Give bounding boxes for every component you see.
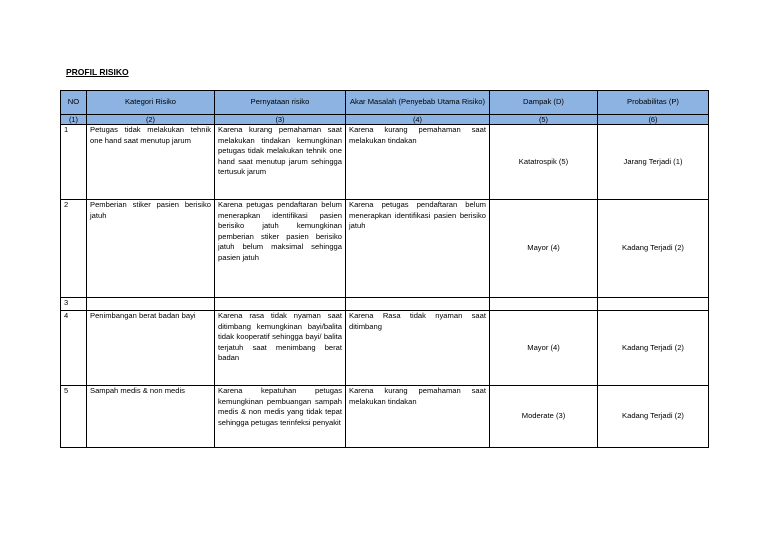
- kategori-cell: Sampah medis & non medis: [87, 386, 215, 448]
- table-row: [61, 386, 709, 448]
- dampak-cell: [490, 298, 598, 311]
- akar-masalah-cell: Karena kurang pemahaman saat melakukan tindakan: [346, 125, 490, 200]
- header-probabilitas: Probabilitas (P): [598, 91, 709, 115]
- pernyataan-cell: Karena kurang pemahaman saat melakukan tindakan kemungkinan petugas tidak melakukan tehnik one hand saat menutup jarum sehingga tertusuk jarum: [215, 125, 346, 200]
- header-no: NO: [61, 91, 87, 115]
- header-kategori: Kategori Risiko: [87, 91, 215, 115]
- column-number-row: [61, 115, 709, 125]
- dampak-cell: Mayor (4): [490, 200, 598, 298]
- risk-profile-table: [60, 90, 709, 448]
- akar-masalah-cell: Karena petugas pendaftaran belum menerapkan identifikasi pasien berisiko jatuh: [346, 200, 490, 298]
- kategori-cell: Petugas tidak melakukan tehnik one hand saat menutup jarum: [87, 125, 215, 200]
- dampak-cell: Katatrospik (5): [490, 125, 598, 200]
- akar-masalah-cell: Karena kurang pemahaman saat melakukan tindakan: [346, 386, 490, 448]
- pernyataan-cell: Karena kepatuhan petugas kemungkinan pembuangan sampah medis & non medis yang tidak tepat sehingga petugas terinfeksi penyakit: [215, 386, 346, 448]
- row-number: 2: [61, 200, 87, 298]
- header-akar-masalah: Akar Masalah (Penyebab Utama Risiko): [346, 91, 490, 115]
- col-number-3: (3): [215, 115, 346, 125]
- col-number-6: (6): [598, 115, 709, 125]
- dampak-cell: Moderate (3): [490, 386, 598, 448]
- table-row: [61, 311, 709, 386]
- header-pernyataan: Pernyataan risiko: [215, 91, 346, 115]
- pernyataan-cell: Karena petugas pendaftaran belum menerapkan identifikasi pasien berisiko jatuh kemungkinan pemberian stiker pasien berisiko jatuh belum maksimal sehingga pasien jatuh: [215, 200, 346, 298]
- table-row: [61, 298, 709, 311]
- akar-masalah-cell: Karena Rasa tidak nyaman saat ditimbang: [346, 311, 490, 386]
- pernyataan-cell: [215, 298, 346, 311]
- table-row: [61, 125, 709, 200]
- kategori-cell: Pemberian stiker pasien berisiko jatuh: [87, 200, 215, 298]
- probabilitas-cell: Kadang Terjadi (2): [598, 200, 709, 298]
- col-number-4: (4): [346, 115, 490, 125]
- document-title: PROFIL RISIKO: [66, 67, 129, 77]
- col-number-2: (2): [87, 115, 215, 125]
- akar-masalah-cell: [346, 298, 490, 311]
- table-row: [61, 200, 709, 298]
- col-number-1: (1): [61, 115, 87, 125]
- kategori-cell: [87, 298, 215, 311]
- pernyataan-cell: Karena rasa tidak nyaman saat ditimbang kemungkinan bayi/balita tidak kooperatif sehingga bayi/ balita terjatuh saat menimbang berat badan: [215, 311, 346, 386]
- kategori-cell: Penimbangan berat badan bayi: [87, 311, 215, 386]
- probabilitas-cell: Kadang Terjadi (2): [598, 386, 709, 448]
- row-number: 4: [61, 311, 87, 386]
- probabilitas-cell: Jarang Terjadi (1): [598, 125, 709, 200]
- probabilitas-cell: Kadang Terjadi (2): [598, 311, 709, 386]
- probabilitas-cell: [598, 298, 709, 311]
- row-number: 1: [61, 125, 87, 200]
- col-number-5: (5): [490, 115, 598, 125]
- row-number: 3: [61, 298, 87, 311]
- row-number: 5: [61, 386, 87, 448]
- header-row: [61, 91, 709, 115]
- header-dampak: Dampak (D): [490, 91, 598, 115]
- dampak-cell: Mayor (4): [490, 311, 598, 386]
